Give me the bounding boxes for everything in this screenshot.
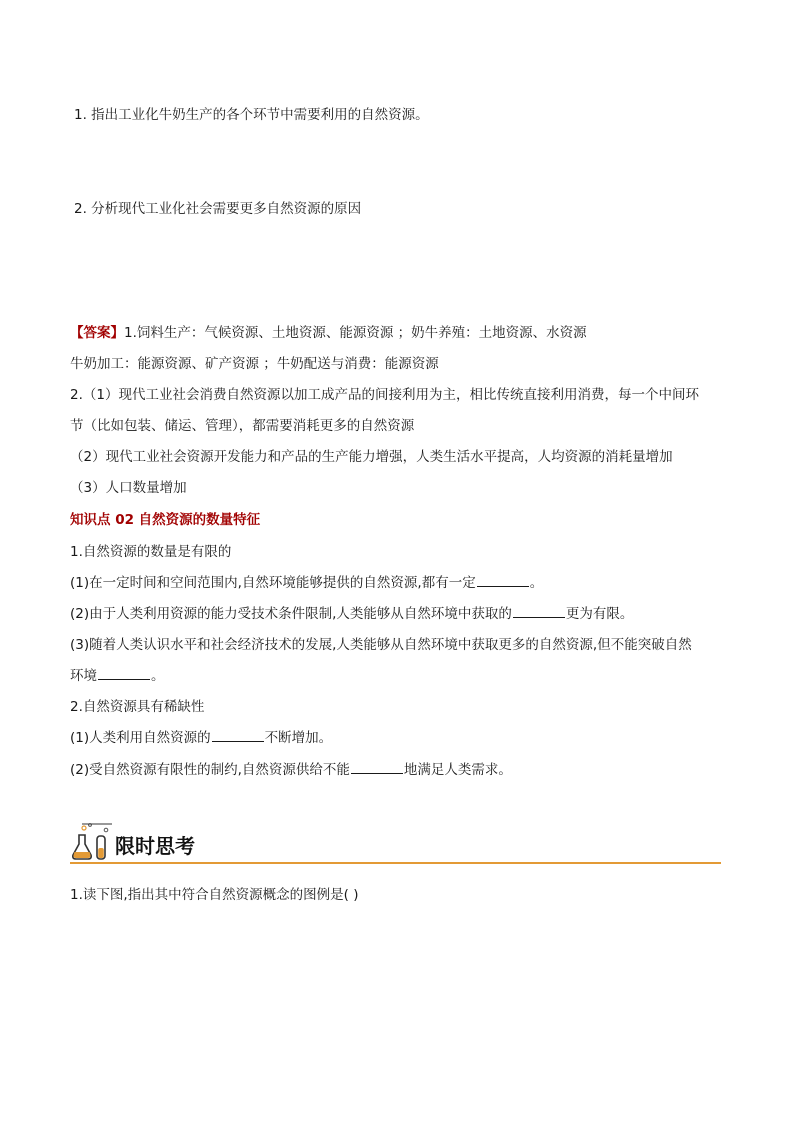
text: (1)人类利用自然资源的 — [70, 730, 211, 746]
flask-icon — [70, 822, 112, 866]
practice-question-1: 1.读下图,指出其中符合自然资源概念的图例是( ) — [70, 887, 359, 903]
question-1: 1. 指出工业化牛奶生产的各个环节中需要利用的自然资源。 — [74, 107, 429, 123]
knowledge-line-4: (3)随着人类认识水平和社会经济技术的发展,人类能够从自然环境中获取更多的自然资源,但不能突破自然 — [70, 637, 692, 653]
text: (2)由于人类利用资源的能力受技术条件限制,人类能够从自然环境中获取的 — [70, 606, 512, 622]
fill-blank — [513, 604, 565, 618]
knowledge-line-3 — [70, 602, 633, 622]
knowledge-line-6: 2.自然资源具有稀缺性 — [70, 699, 205, 715]
knowledge-line-5 — [70, 664, 165, 684]
text: 。 — [151, 668, 165, 684]
section-divider — [70, 862, 721, 864]
text: 不断增加。 — [264, 730, 333, 746]
answer-line-3: 2.（1）现代工业社会消费自然资源以加工成产品的间接利用为主，相比传统直接利用消费，每一个中间环 — [70, 387, 699, 403]
answer-line-6: （3）人口数量增加 — [70, 480, 187, 496]
answer-line-2: 牛奶加工：能源资源、矿产资源 ；牛奶配送与消费：能源资源 — [70, 356, 439, 372]
fill-blank — [212, 728, 264, 742]
text: (2)受自然资源有限性的制约,自然资源供给不能 — [70, 762, 350, 778]
knowledge-heading: 知识点 02 自然资源的数量特征 — [70, 512, 261, 528]
knowledge-line-7 — [70, 726, 332, 746]
text: 。 — [529, 575, 544, 591]
fill-blank — [351, 760, 403, 774]
text: (1)在一定时间和空间范围内,自然环境能够提供的自然资源,都有一定 — [70, 575, 476, 591]
answer-line-1 — [70, 321, 587, 341]
knowledge-line-2 — [70, 571, 543, 591]
fill-blank — [477, 573, 529, 587]
section-title: 限时思考 — [115, 834, 195, 858]
answer-line-4: 节（比如包装、储运、管理），都需要消耗更多的自然资源 — [70, 418, 415, 434]
fill-blank — [98, 666, 150, 680]
section-header — [70, 822, 721, 864]
text: 地满足人类需求。 — [403, 762, 512, 778]
text: 更为有限。 — [565, 606, 634, 622]
answer-text: 1.饲料生产：气候资源、土地资源、能源资源 ；奶牛养殖：土地资源、水资源 — [124, 325, 587, 341]
answer-label: 【答案】 — [70, 325, 124, 341]
knowledge-line-8 — [70, 758, 512, 778]
text: 环境 — [70, 668, 97, 684]
answer-line-5: （2）现代工业社会资源开发能力和产品的生产能力增强，人类生活水平提高，人均资源的消耗量增加 — [70, 449, 673, 465]
knowledge-line-1: 1.自然资源的数量是有限的 — [70, 544, 232, 560]
question-2: 2. 分析现代工业化社会需要更多自然资源的原因 — [74, 201, 362, 217]
